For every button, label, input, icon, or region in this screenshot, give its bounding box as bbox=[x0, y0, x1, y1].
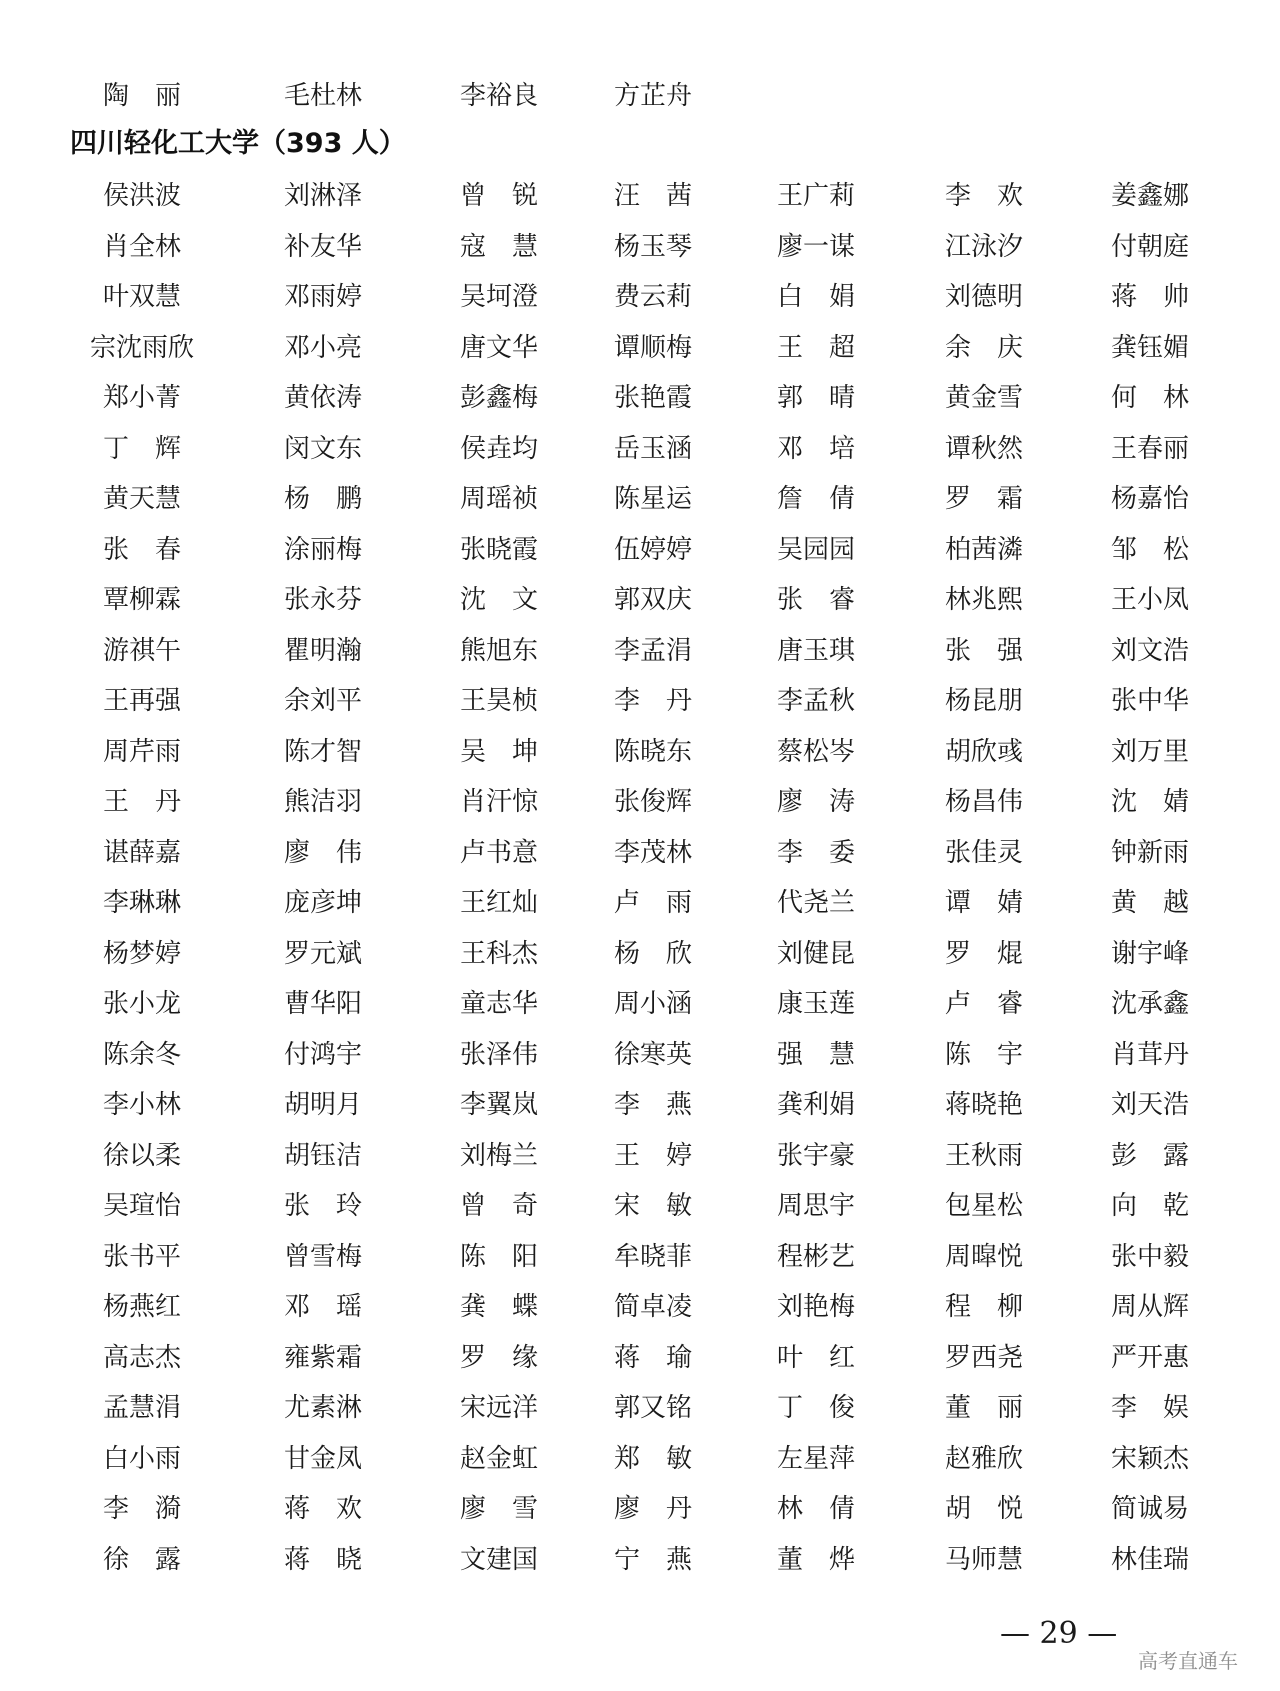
name-cell: 李 委 bbox=[776, 838, 855, 868]
name-cell: 谭秋然 bbox=[944, 434, 1023, 464]
name-cell: 张 春 bbox=[102, 535, 181, 565]
table-row bbox=[0, 328, 1280, 368]
name-cell: 马师慧 bbox=[944, 1545, 1023, 1575]
table-row bbox=[0, 1186, 1280, 1226]
name-cell: 周小涵 bbox=[613, 989, 692, 1019]
name-cell: 张 睿 bbox=[776, 585, 855, 615]
name-cell: 侯垚均 bbox=[459, 434, 538, 464]
name-cell: 伍婷婷 bbox=[613, 535, 692, 565]
table-row bbox=[0, 1439, 1280, 1479]
name-cell: 丁 辉 bbox=[102, 434, 181, 464]
name-cell: 甘金凤 bbox=[283, 1444, 362, 1474]
name-cell: 邹 松 bbox=[1110, 535, 1189, 565]
name-cell: 蒋 帅 bbox=[1110, 282, 1189, 312]
table-row bbox=[0, 479, 1280, 519]
name-cell: 李 丹 bbox=[613, 686, 692, 716]
name-cell: 徐以柔 bbox=[102, 1141, 181, 1171]
name-cell: 彭 露 bbox=[1110, 1141, 1189, 1171]
name-cell: 董 烨 bbox=[776, 1545, 855, 1575]
name-cell: 寇 慧 bbox=[459, 232, 538, 262]
name-cell: 杨嘉怡 bbox=[1110, 484, 1189, 514]
name-cell: 周芹雨 bbox=[102, 737, 181, 767]
table-row bbox=[0, 429, 1280, 469]
name-cell: 蒋 瑜 bbox=[613, 1343, 692, 1373]
name-cell: 王红灿 bbox=[459, 888, 538, 918]
name-cell: 廖 涛 bbox=[776, 787, 855, 817]
table-row bbox=[0, 782, 1280, 822]
watermark: 高考直通车 bbox=[1138, 1649, 1238, 1673]
name-cell: 代尧兰 bbox=[776, 888, 855, 918]
name-cell: 王科杰 bbox=[459, 939, 538, 969]
name-cell: 强 慧 bbox=[776, 1040, 855, 1070]
name-cell: 杨 欣 bbox=[613, 939, 692, 969]
table-row bbox=[0, 1388, 1280, 1428]
name-cell: 龚利娟 bbox=[776, 1090, 855, 1120]
name-cell: 曾 奇 bbox=[459, 1191, 538, 1221]
name-cell: 张 强 bbox=[944, 636, 1023, 666]
name-cell: 刘文浩 bbox=[1110, 636, 1189, 666]
name-cell: 詹 倩 bbox=[776, 484, 855, 514]
name-cell: 沈承鑫 bbox=[1110, 989, 1189, 1019]
name-cell: 周瑶祯 bbox=[459, 484, 538, 514]
table-row bbox=[0, 1540, 1280, 1580]
name-cell: 李孟秋 bbox=[776, 686, 855, 716]
name-cell: 罗 焜 bbox=[944, 939, 1023, 969]
name-cell: 文建国 bbox=[459, 1545, 538, 1575]
name-cell: 赵雅欣 bbox=[944, 1444, 1023, 1474]
name-cell: 程 柳 bbox=[944, 1292, 1023, 1322]
name-cell: 张小龙 bbox=[102, 989, 181, 1019]
name-cell: 费云莉 bbox=[613, 282, 692, 312]
name-cell: 董 丽 bbox=[944, 1393, 1023, 1423]
name-cell: 江泳汐 bbox=[944, 232, 1023, 262]
name-cell: 刘天浩 bbox=[1110, 1090, 1189, 1120]
name-cell: 郭双庆 bbox=[613, 585, 692, 615]
name-cell: 林 倩 bbox=[776, 1494, 855, 1524]
name-cell: 宋颖杰 bbox=[1110, 1444, 1189, 1474]
table-row bbox=[0, 1035, 1280, 1075]
name-cell: 邓 瑶 bbox=[283, 1292, 362, 1322]
name-cell: 邓小亮 bbox=[283, 333, 362, 363]
name-cell: 吴瑄怡 bbox=[102, 1191, 181, 1221]
name-cell: 唐文华 bbox=[459, 333, 538, 363]
name-cell: 简卓凌 bbox=[613, 1292, 692, 1322]
name-cell: 蔡松岑 bbox=[776, 737, 855, 767]
name-cell: 刘梅兰 bbox=[459, 1141, 538, 1171]
name-cell: 付鸿宇 bbox=[283, 1040, 362, 1070]
table-row bbox=[0, 378, 1280, 418]
name-cell: 张书平 bbox=[102, 1242, 181, 1272]
name-cell: 黄金雪 bbox=[944, 383, 1023, 413]
name-cell: 黄天慧 bbox=[102, 484, 181, 514]
name-cell: 张佳灵 bbox=[944, 838, 1023, 868]
name-cell: 周思宇 bbox=[776, 1191, 855, 1221]
name-cell: 张 玲 bbox=[283, 1191, 362, 1221]
name-cell: 康玉莲 bbox=[776, 989, 855, 1019]
name-cell: 卢 睿 bbox=[944, 989, 1023, 1019]
name-cell: 沈 婧 bbox=[1110, 787, 1189, 817]
name-cell: 王 超 bbox=[776, 333, 855, 363]
name-cell: 邓雨婷 bbox=[283, 282, 362, 312]
name-cell: 陈星运 bbox=[613, 484, 692, 514]
name-cell: 赵金虹 bbox=[459, 1444, 538, 1474]
name-cell: 杨燕红 bbox=[102, 1292, 181, 1322]
name-cell: 蒋 晓 bbox=[283, 1545, 362, 1575]
name-cell: 廖 丹 bbox=[613, 1494, 692, 1524]
name-cell: 彭鑫梅 bbox=[459, 383, 538, 413]
name-cell: 肖全林 bbox=[102, 232, 181, 262]
table-row bbox=[0, 681, 1280, 721]
name-cell: 罗西尧 bbox=[944, 1343, 1023, 1373]
name-cell: 李琳琳 bbox=[102, 888, 181, 918]
name-cell: 钟新雨 bbox=[1110, 838, 1189, 868]
table-row bbox=[0, 631, 1280, 671]
name-cell: 周暭悦 bbox=[944, 1242, 1023, 1272]
name-cell: 胡钰洁 bbox=[283, 1141, 362, 1171]
name-cell: 廖 伟 bbox=[283, 838, 362, 868]
name-cell: 熊旭东 bbox=[459, 636, 538, 666]
name-cell: 柏茜潾 bbox=[944, 535, 1023, 565]
name-cell: 李翼岚 bbox=[459, 1090, 538, 1120]
name-cell: 雍紫霜 bbox=[283, 1343, 362, 1373]
name-cell: 简诚易 bbox=[1110, 1494, 1189, 1524]
name-cell: 宋 敏 bbox=[613, 1191, 692, 1221]
table-row bbox=[0, 1085, 1280, 1125]
name-cell: 卢 雨 bbox=[613, 888, 692, 918]
name-cell: 孟慧涓 bbox=[102, 1393, 181, 1423]
name-cell: 陈 阳 bbox=[459, 1242, 538, 1272]
name-cell: 曾雪梅 bbox=[283, 1242, 362, 1272]
name-cell: 曾 锐 bbox=[459, 181, 538, 211]
name-cell: 刘淋泽 bbox=[283, 181, 362, 211]
name-cell: 左星萍 bbox=[776, 1444, 855, 1474]
name-cell: 补友华 bbox=[283, 232, 362, 262]
name-cell: 郑小菁 bbox=[102, 383, 181, 413]
name-cell: 罗 缘 bbox=[459, 1343, 538, 1373]
name-cell: 黄 越 bbox=[1110, 888, 1189, 918]
name-cell: 宗沈雨欣 bbox=[89, 333, 194, 363]
table-row bbox=[0, 1489, 1280, 1529]
name-row-continued bbox=[0, 76, 1280, 116]
name-cell: 王春丽 bbox=[1110, 434, 1189, 464]
name-cell: 李茂林 bbox=[613, 838, 692, 868]
name-cell: 宁 燕 bbox=[613, 1545, 692, 1575]
name-cell: 张泽伟 bbox=[459, 1040, 538, 1070]
name-cell: 胡明月 bbox=[283, 1090, 362, 1120]
name-cell: 刘万里 bbox=[1110, 737, 1189, 767]
name-cell: 曹华阳 bbox=[283, 989, 362, 1019]
name-cell: 高志杰 bbox=[102, 1343, 181, 1373]
name-cell: 张俊辉 bbox=[613, 787, 692, 817]
name-cell: 吴园园 bbox=[776, 535, 855, 565]
name-cell: 谭顺梅 bbox=[613, 333, 692, 363]
name-cell: 蒋晓艳 bbox=[944, 1090, 1023, 1120]
name-cell: 谌薛嘉 bbox=[102, 838, 181, 868]
name-cell: 李 欢 bbox=[944, 181, 1023, 211]
name-cell: 程彬艺 bbox=[776, 1242, 855, 1272]
list-item: 陶 丽 bbox=[102, 81, 181, 111]
table-row bbox=[0, 530, 1280, 570]
name-cell: 谭 婧 bbox=[944, 888, 1023, 918]
name-cell: 郭 晴 bbox=[776, 383, 855, 413]
name-cell: 卢书意 bbox=[459, 838, 538, 868]
name-cell: 徐寒英 bbox=[613, 1040, 692, 1070]
name-cell: 陈才智 bbox=[283, 737, 362, 767]
name-cell: 覃柳霖 bbox=[102, 585, 181, 615]
name-cell: 李小林 bbox=[102, 1090, 181, 1120]
name-cell: 付朝庭 bbox=[1110, 232, 1189, 262]
table-row bbox=[0, 176, 1280, 216]
name-cell: 蒋 欢 bbox=[283, 1494, 362, 1524]
name-cell: 庞彦坤 bbox=[283, 888, 362, 918]
name-cell: 何 林 bbox=[1110, 383, 1189, 413]
name-cell: 罗 霜 bbox=[944, 484, 1023, 514]
name-cell: 白 娟 bbox=[776, 282, 855, 312]
name-cell: 尤素淋 bbox=[283, 1393, 362, 1423]
name-cell: 徐 露 bbox=[102, 1545, 181, 1575]
name-cell: 陈晓东 bbox=[613, 737, 692, 767]
name-cell: 丁 俊 bbox=[776, 1393, 855, 1423]
name-cell: 陈余冬 bbox=[102, 1040, 181, 1070]
table-row bbox=[0, 1237, 1280, 1277]
name-cell: 李 娱 bbox=[1110, 1393, 1189, 1423]
name-cell: 刘健昆 bbox=[776, 939, 855, 969]
table-row bbox=[0, 580, 1280, 620]
name-cell: 郑 敏 bbox=[613, 1444, 692, 1474]
name-cell: 汪 茜 bbox=[613, 181, 692, 211]
name-cell: 王昊桢 bbox=[459, 686, 538, 716]
name-cell: 向 乾 bbox=[1110, 1191, 1189, 1221]
name-cell: 唐玉琪 bbox=[776, 636, 855, 666]
name-cell: 岳玉涵 bbox=[613, 434, 692, 464]
list-item: 李裕良 bbox=[459, 81, 538, 111]
name-cell: 张中华 bbox=[1110, 686, 1189, 716]
name-cell: 叶双慧 bbox=[102, 282, 181, 312]
table-row bbox=[0, 934, 1280, 974]
name-cell: 周从辉 bbox=[1110, 1292, 1189, 1322]
name-cell: 童志华 bbox=[459, 989, 538, 1019]
table-row bbox=[0, 1287, 1280, 1327]
name-cell: 林兆熙 bbox=[944, 585, 1023, 615]
name-cell: 谢宇峰 bbox=[1110, 939, 1189, 969]
name-cell: 涂丽梅 bbox=[283, 535, 362, 565]
name-cell: 王小凤 bbox=[1110, 585, 1189, 615]
name-cell: 张晓霞 bbox=[459, 535, 538, 565]
name-cell: 张永芬 bbox=[283, 585, 362, 615]
name-cell: 罗元斌 bbox=[283, 939, 362, 969]
name-cell: 肖茸丹 bbox=[1110, 1040, 1189, 1070]
table-row bbox=[0, 1338, 1280, 1378]
name-cell: 余 庆 bbox=[944, 333, 1023, 363]
name-cell: 郭又铭 bbox=[613, 1393, 692, 1423]
name-cell: 廖一谋 bbox=[776, 232, 855, 262]
name-cell: 邓 培 bbox=[776, 434, 855, 464]
name-cell: 杨梦婷 bbox=[102, 939, 181, 969]
name-cell: 肖汗惊 bbox=[459, 787, 538, 817]
table-row bbox=[0, 277, 1280, 317]
section-heading: 四川轻化工大学（393 人） bbox=[70, 128, 406, 159]
name-cell: 刘德明 bbox=[944, 282, 1023, 312]
name-cell: 杨昌伟 bbox=[944, 787, 1023, 817]
table-row bbox=[0, 732, 1280, 772]
name-cell: 吴坷澄 bbox=[459, 282, 538, 312]
name-cell: 熊洁羽 bbox=[283, 787, 362, 817]
name-cell: 胡欣彧 bbox=[944, 737, 1023, 767]
name-cell: 侯洪波 bbox=[102, 181, 181, 211]
name-cell: 李 漪 bbox=[102, 1494, 181, 1524]
name-cell: 龚钰媚 bbox=[1110, 333, 1189, 363]
table-row bbox=[0, 227, 1280, 267]
name-cell: 包星松 bbox=[944, 1191, 1023, 1221]
name-cell: 宋远洋 bbox=[459, 1393, 538, 1423]
name-cell: 吴 坤 bbox=[459, 737, 538, 767]
list-item: 毛杜林 bbox=[283, 81, 362, 111]
page-number: — 29 — bbox=[1000, 1616, 1118, 1651]
name-cell: 闵文东 bbox=[283, 434, 362, 464]
name-cell: 余刘平 bbox=[283, 686, 362, 716]
name-cell: 王 婷 bbox=[613, 1141, 692, 1171]
name-cell: 叶 红 bbox=[776, 1343, 855, 1373]
name-cell: 王 丹 bbox=[102, 787, 181, 817]
name-cell: 陈 宇 bbox=[944, 1040, 1023, 1070]
name-cell: 姜鑫娜 bbox=[1110, 181, 1189, 211]
name-cell: 李 燕 bbox=[613, 1090, 692, 1120]
table-row bbox=[0, 1136, 1280, 1176]
name-cell: 王广莉 bbox=[776, 181, 855, 211]
name-cell: 游祺午 bbox=[102, 636, 181, 666]
name-cell: 廖 雪 bbox=[459, 1494, 538, 1524]
name-cell: 林佳瑞 bbox=[1110, 1545, 1189, 1575]
name-cell: 瞿明瀚 bbox=[283, 636, 362, 666]
table-row bbox=[0, 984, 1280, 1024]
name-cell: 沈 文 bbox=[459, 585, 538, 615]
name-cell: 张中毅 bbox=[1110, 1242, 1189, 1272]
name-cell: 张艳霞 bbox=[613, 383, 692, 413]
name-cell: 王再强 bbox=[102, 686, 181, 716]
table-row bbox=[0, 883, 1280, 923]
list-item: 方芷舟 bbox=[613, 81, 692, 111]
name-cell: 龚 蝶 bbox=[459, 1292, 538, 1322]
name-cell: 杨玉琴 bbox=[613, 232, 692, 262]
name-cell: 刘艳梅 bbox=[776, 1292, 855, 1322]
name-cell: 牟晓菲 bbox=[613, 1242, 692, 1272]
name-cell: 黄依涛 bbox=[283, 383, 362, 413]
name-cell: 胡 悦 bbox=[944, 1494, 1023, 1524]
name-cell: 李孟涓 bbox=[613, 636, 692, 666]
name-cell: 白小雨 bbox=[102, 1444, 181, 1474]
name-cell: 杨 鹏 bbox=[283, 484, 362, 514]
table-row bbox=[0, 833, 1280, 873]
name-cell: 杨昆朋 bbox=[944, 686, 1023, 716]
name-cell: 王秋雨 bbox=[944, 1141, 1023, 1171]
name-cell: 严开惠 bbox=[1110, 1343, 1189, 1373]
name-cell: 张宇豪 bbox=[776, 1141, 855, 1171]
